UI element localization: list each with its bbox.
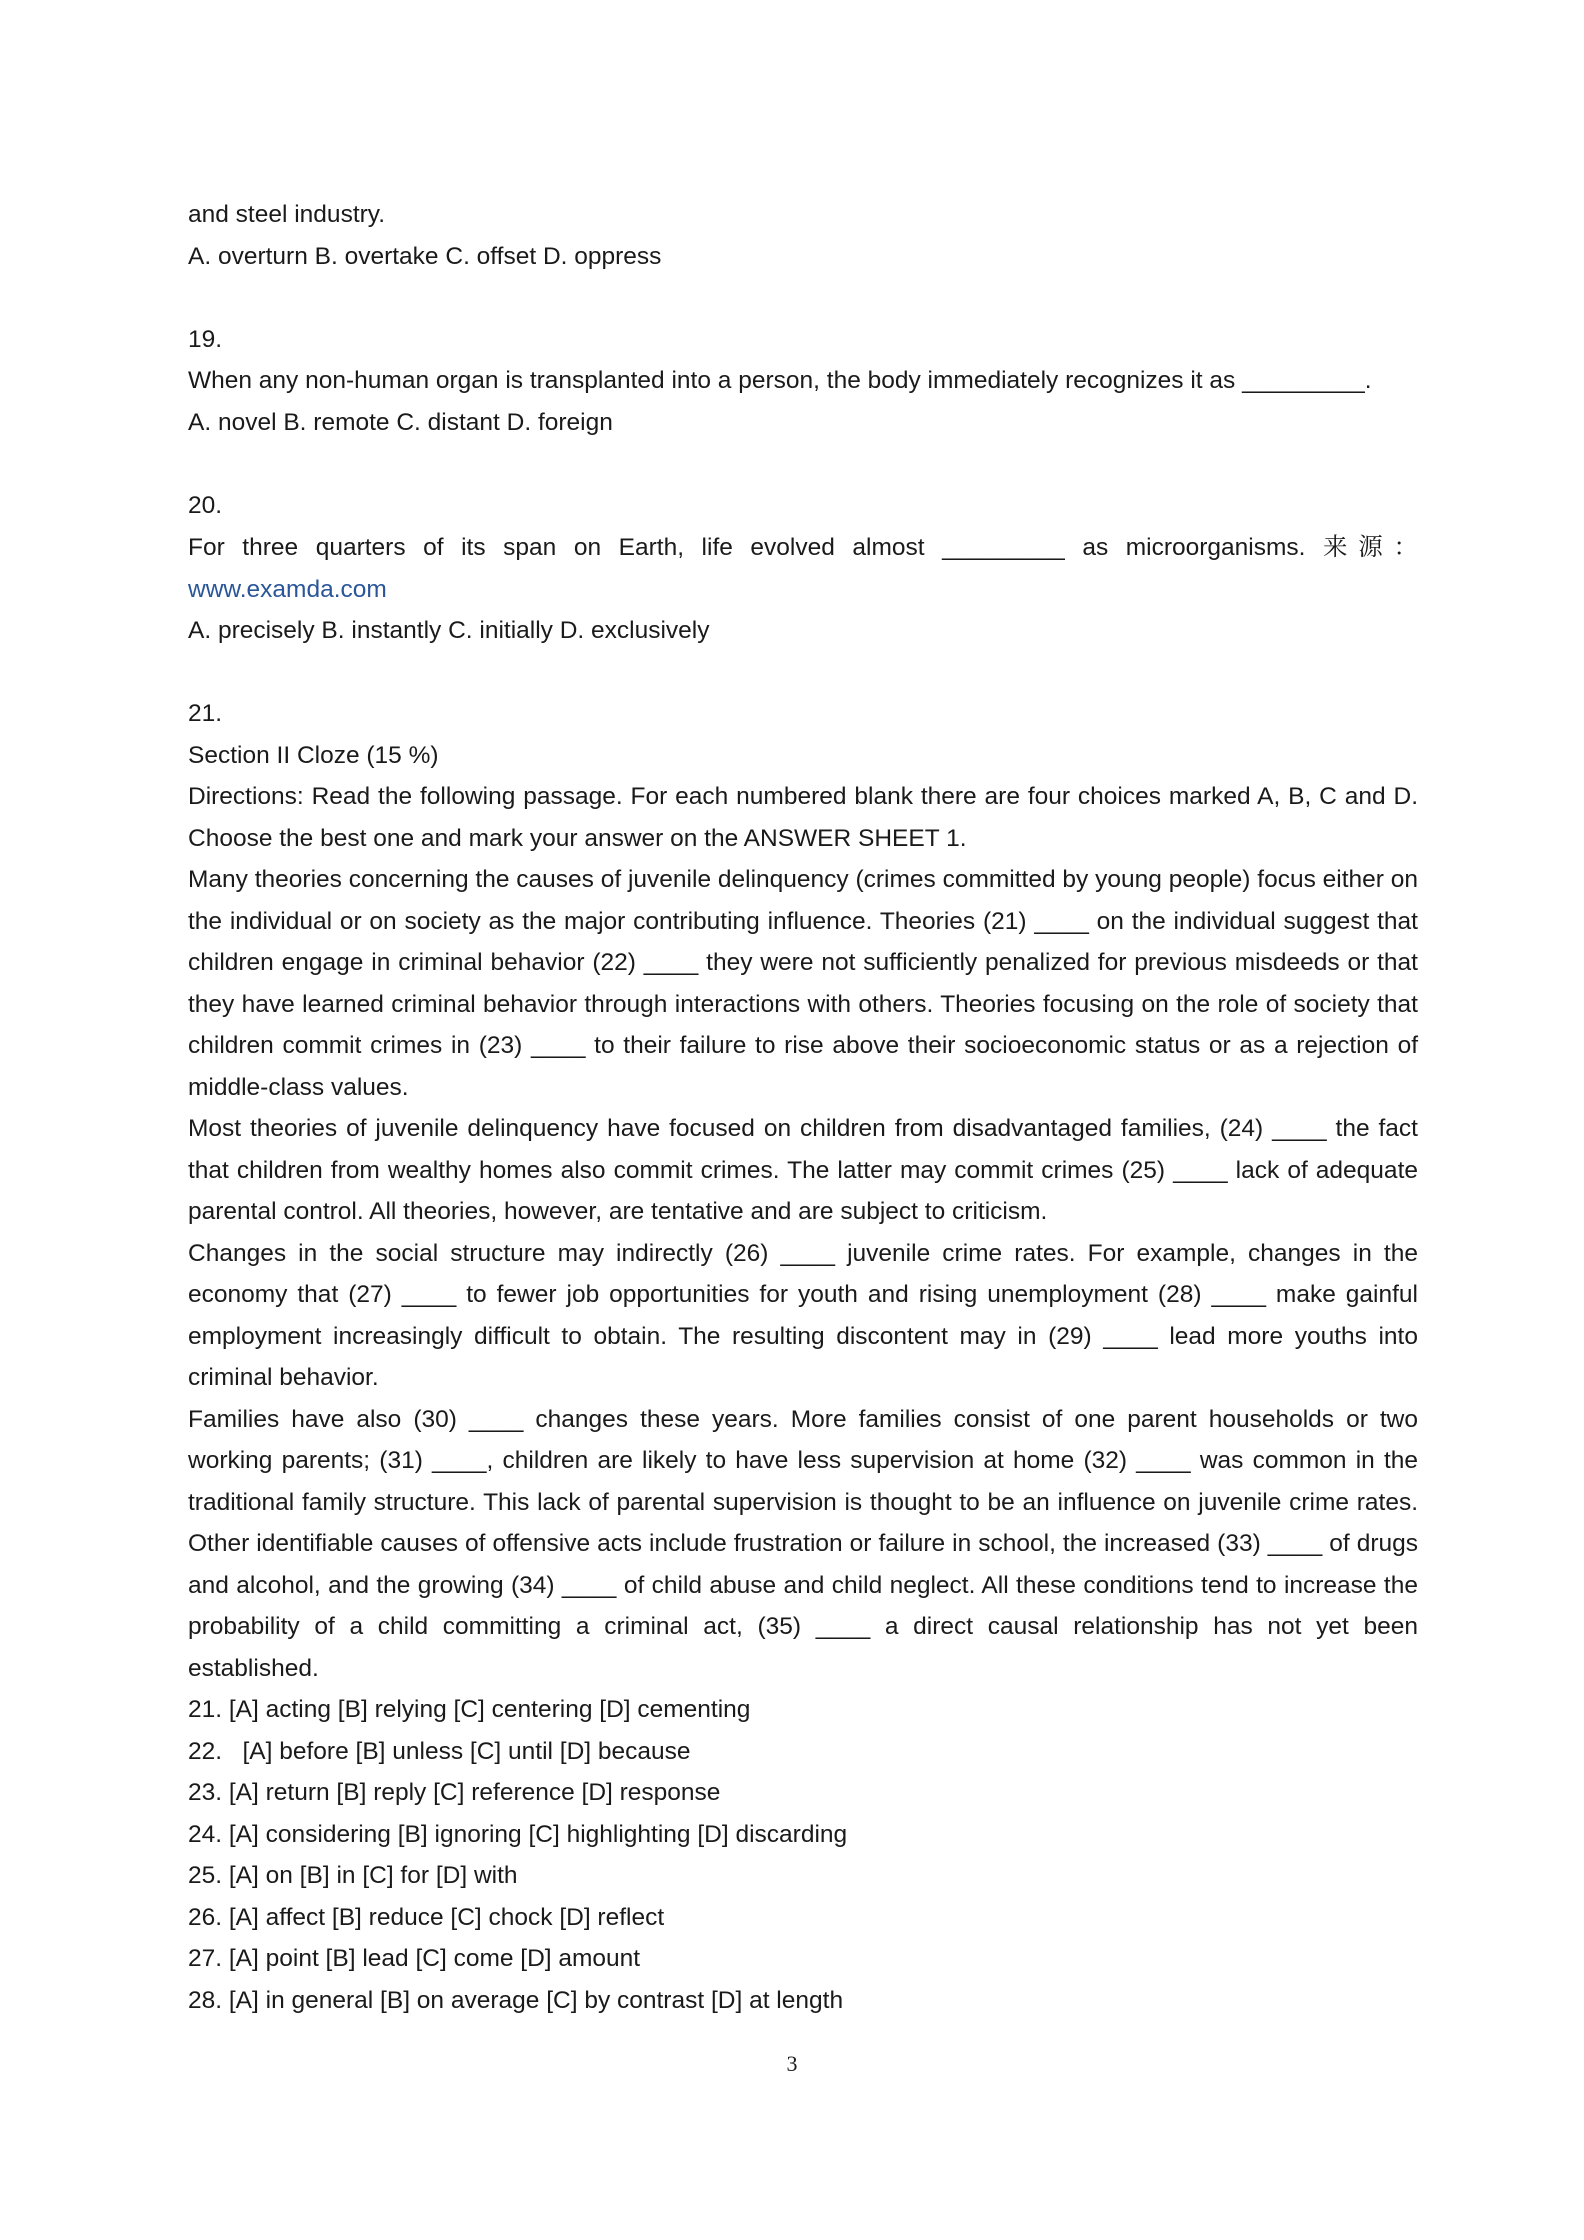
passage-paragraph: Most theories of juvenile delinquency have focused on children from disadvantaged families, (24) ____ the fact that children from wealthy homes also commit crimes. The latter may commit crimes (25) ____ lack of adequate parental control. All theories, however, are tentative and are subject to criticism. [188,1115,1418,1225]
section-heading: Section II Cloze (15 %) [188,741,439,769]
question-20-number: 20. [188,491,223,519]
page-number: 3 [786,2051,798,2076]
source-link[interactable]: www.examda.com [188,575,387,603]
document-page [188,194,1418,2021]
passage-paragraph: Families have also (30) ____ changes these years. More families consist of one parent households or two working parents; (31) ____, children are likely to have less supervision at home (32) ____ was common in the traditional family structure. This lack of parental supervision is thought to be an influence on juvenile crime rates. Other identifiable causes of offensive acts include frustration or failure in school, the increased (33) ____ of drugs and alcohol, and the growing (34) ____ of child abuse and child neglect. All these conditions tend to increase the probability of a child committing a criminal act, (35) ____ a direct causal relationship has not yet been established. [188,1405,1418,1682]
option-line: 23. [A] return [B] reply [C] reference [D] response [188,1779,721,1806]
question-20-options: A. precisely B. instantly C. initially D. exclusively [188,617,710,644]
text-line: and steel industry. [188,201,386,228]
question-18-options: A. overturn B. overtake C. offset D. oppress [188,242,662,270]
passage-paragraph: Many theories concerning the causes of juvenile delinquency (crimes committed by young people) focus either on the individual or on society as the major contributing influence. Theories (21) ____ on the individual suggest that children engage in criminal behavior (22) ____ they were not sufficiently penalized for previous misdeeds or that they have learned criminal behavior through interactions with others. Theories focusing on the role of society that children commit crimes in (23) ____ to their failure to rise above their socioeconomic status or as a rejection of middle-class values. [188,866,1418,1101]
question-20-stem [188,526,1418,610]
option-line: 21. [A] acting [B] relying [C] centering [D] cementing [188,1696,751,1723]
question-19-number: 19. [188,325,223,353]
option-line: 28. [A] in general [B] on average [C] by contrast [D] at length [188,1986,844,2014]
question-20-text: For three quarters of its span on Earth, life evolved almost _________ as microorganisms. [188,534,1306,561]
question-19-options: A. novel B. remote C. distant D. foreign [188,408,613,436]
directions: Directions: Read the following passage. For each numbered blank there are four choices marked A, B, C and D. Choose the best one and mark your answer on the ANSWER SHEET 1. [188,783,1418,852]
passage-paragraph: Changes in the social structure may indirectly (26) ____ juvenile crime rates. For example, changes in the economy that (27) ____ to fewer job opportunities for youth and rising unemployment (28) ____ make gainful employment increasingly difficult to obtain. The resulting discontent may in (29) ____ lead more youths into criminal behavior. [188,1239,1418,1391]
option-line: 24. [A] considering [B] ignoring [C] highlighting [D] discarding [188,1820,848,1848]
question-21-number: 21. [188,700,223,727]
question-20-source-label: 来源： [1323,532,1419,561]
option-line: 27. [A] point [B] lead [C] come [D] amount [188,1945,641,1972]
option-line: 25. [A] on [B] in [C] for [D] with [188,1862,518,1889]
question-19-stem: When any non-human organ is transplanted into a person, the body immediately recognizes it as _________. [188,367,1372,394]
option-line: 26. [A] affect [B] reduce [C] chock [D] reflect [188,1903,665,1931]
option-line: 22. [A] before [B] unless [C] until [D] because [188,1737,691,1765]
